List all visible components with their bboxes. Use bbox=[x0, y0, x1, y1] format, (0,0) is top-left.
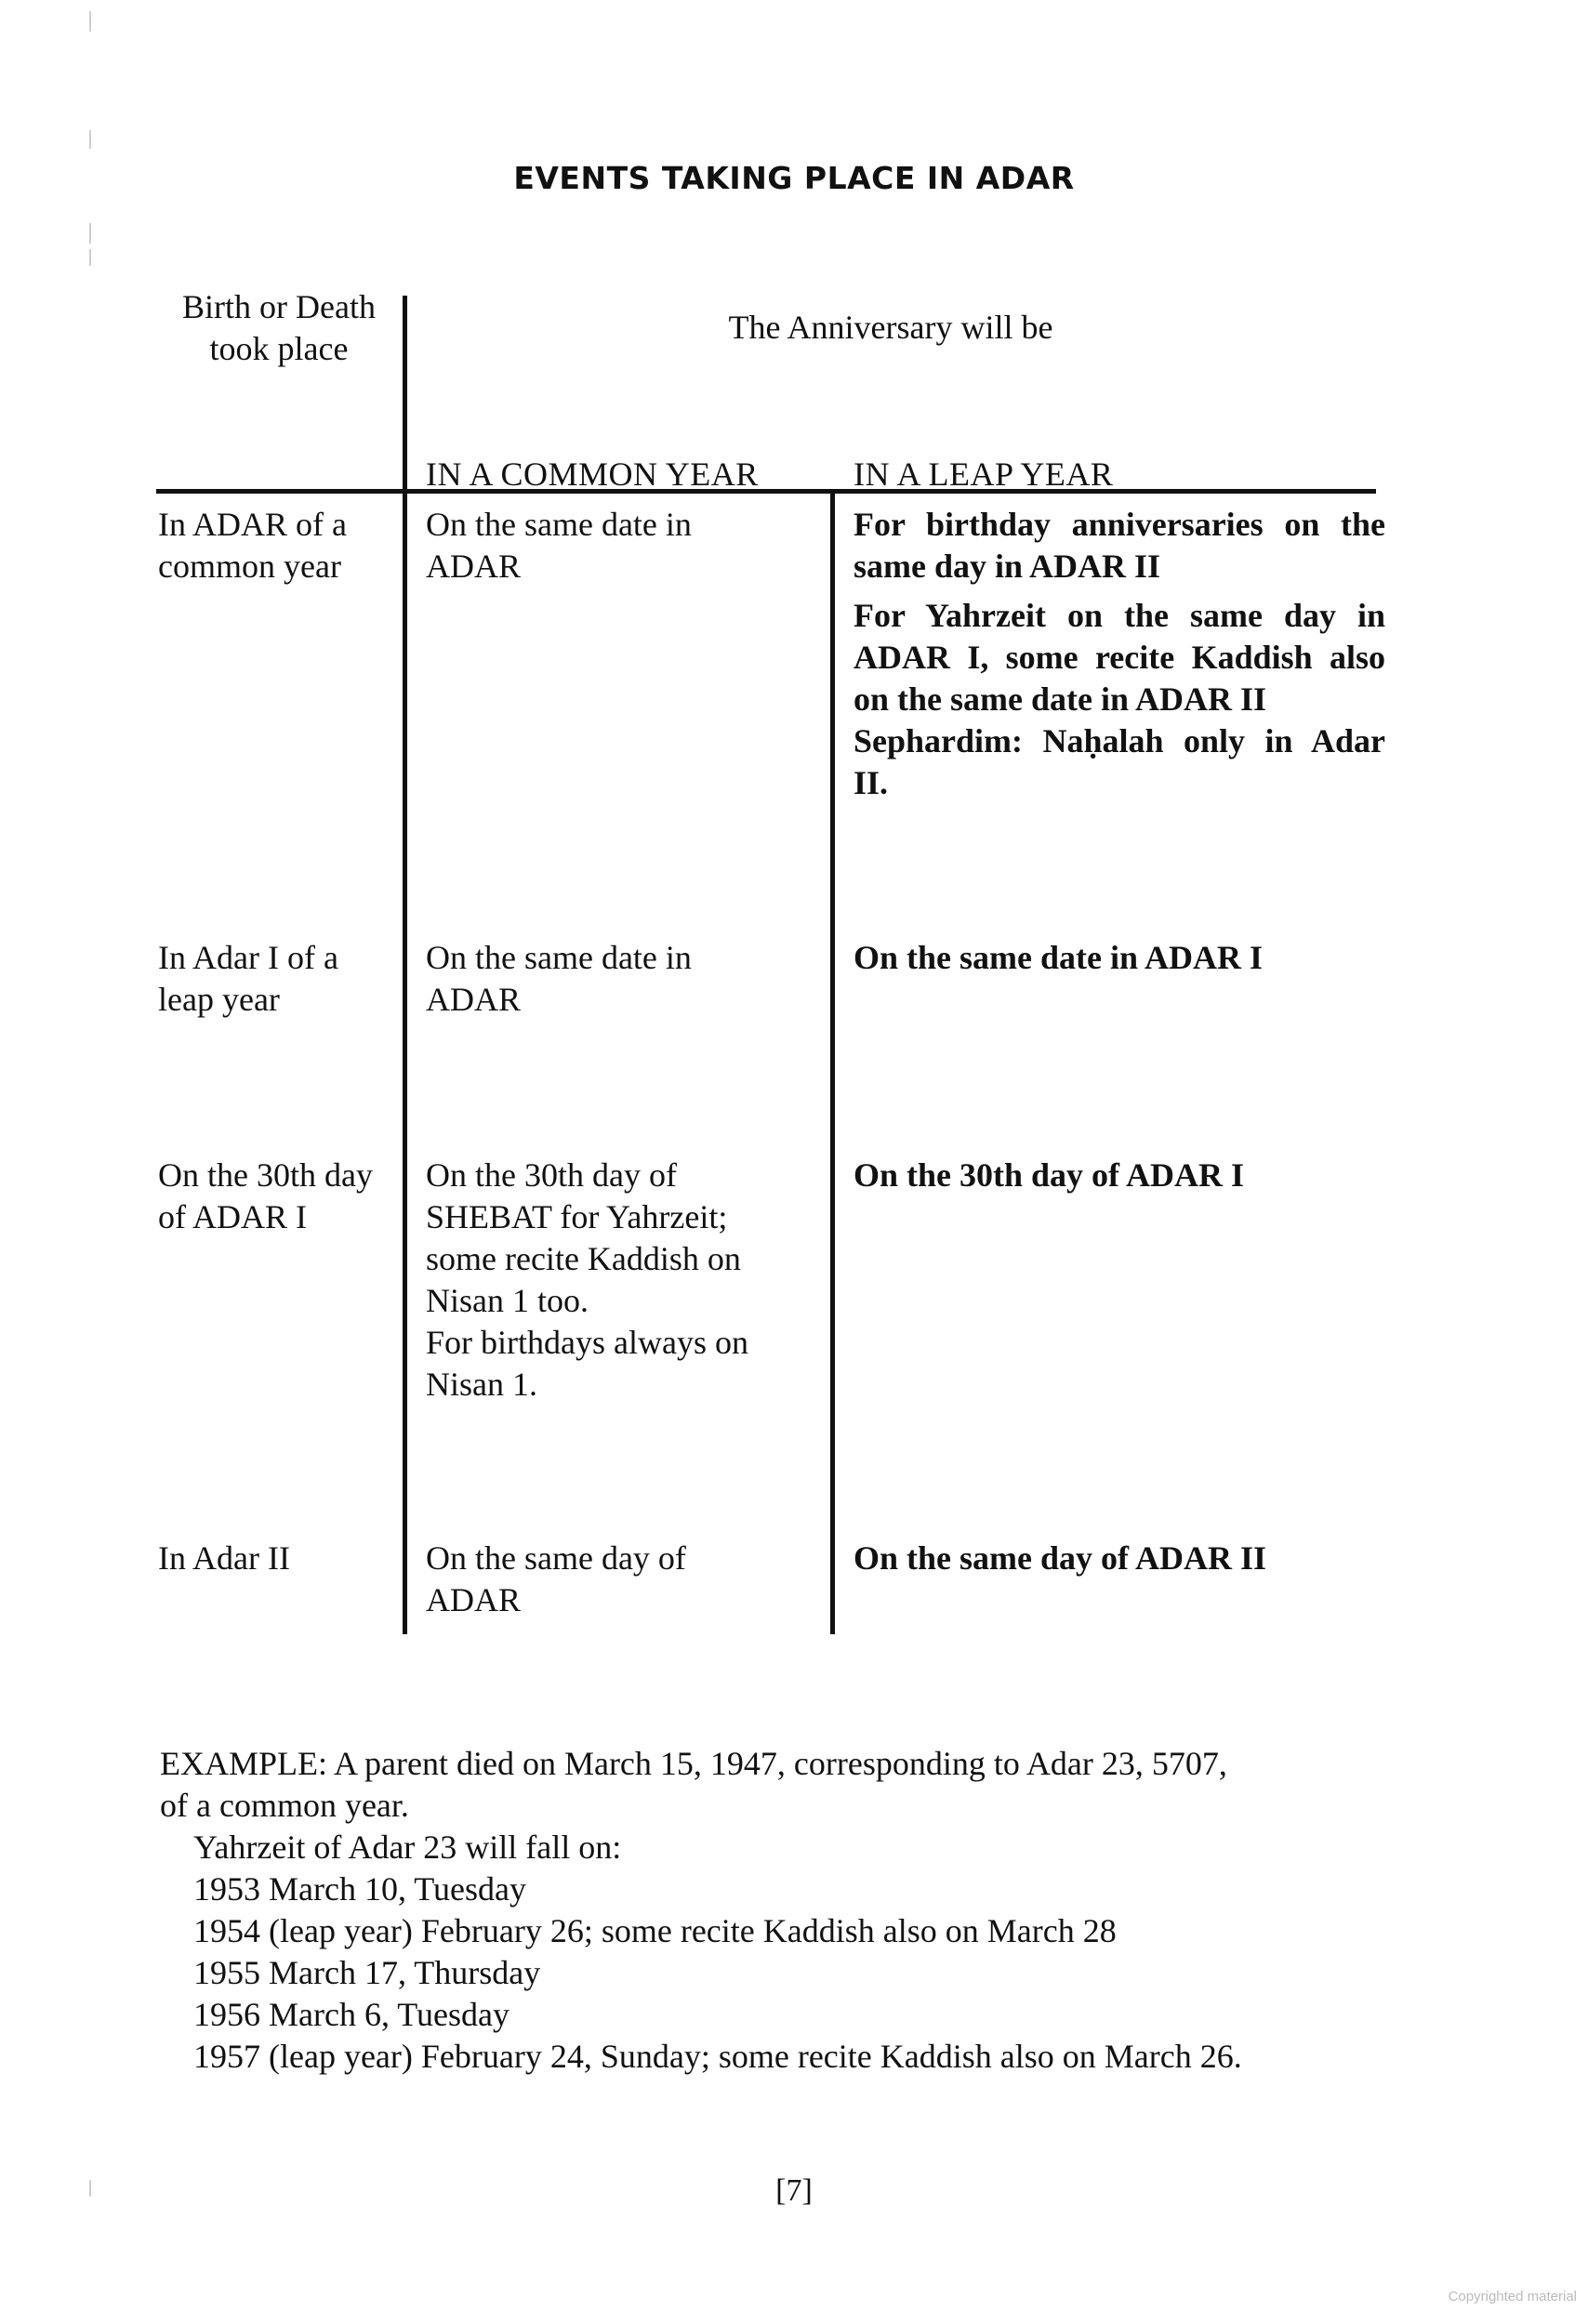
table-header-rule bbox=[156, 489, 1376, 494]
scan-mark bbox=[89, 130, 91, 149]
scan-mark bbox=[89, 11, 91, 32]
scan-mark bbox=[89, 249, 91, 266]
example-paragraph bbox=[160, 1743, 1242, 2078]
example-date: 1956 March 6, Tuesday bbox=[193, 1996, 509, 2033]
row1-common: On the same date in ADAR bbox=[426, 506, 692, 585]
page-title: EVENTS TAKING PLACE IN ADAR bbox=[513, 160, 1075, 196]
header-leap-year: IN A LEAP YEAR bbox=[854, 456, 1114, 493]
example-line: EXAMPLE: A parent died on March 15, 1947, corresponding to Adar 23, 5707, bbox=[160, 1745, 1227, 1782]
row1-leap: For birthday anniversaries on the same day in ADAR II For Yahrzeit on the same day in ADAR I, some recite Kaddish also on the same date in ADAR II Sephardim: Naḥalah only in Adar II. bbox=[854, 506, 1385, 801]
example-date: 1953 March 10, Tuesday bbox=[193, 1870, 526, 1908]
row3-leap: On the 30th day of ADAR I bbox=[854, 1156, 1245, 1194]
header-anniversary: The Anniversary will be bbox=[728, 309, 1053, 346]
example-line: Yahrzeit of Adar 23 will fall on: bbox=[193, 1829, 622, 1866]
row4-event: In Adar II bbox=[158, 1539, 290, 1577]
example-line: of a common year. bbox=[160, 1787, 409, 1824]
example-date: 1955 March 17, Thursday bbox=[193, 1954, 541, 1991]
page-number: [7] bbox=[775, 2173, 813, 2208]
table-divider-col2 bbox=[830, 491, 835, 1634]
row3-event: On the 30th day of ADAR I bbox=[158, 1156, 373, 1235]
row2-event: In Adar I of a leap year bbox=[158, 939, 338, 1018]
row3-common: On the 30th day of SHEBAT for Yahrzeit; some recite Kaddish on Nisan 1 too. For birthdays always on Nisan 1. bbox=[426, 1156, 748, 1403]
row4-leap: On the same day of ADAR II bbox=[854, 1539, 1267, 1577]
header-col1: Birth or Death took place bbox=[182, 288, 376, 367]
header-common-year: IN A COMMON YEAR bbox=[426, 456, 759, 493]
scan-mark bbox=[89, 2180, 91, 2197]
example-date: 1957 (leap year) February 24, Sunday; some recite Kaddish also on March 26. bbox=[193, 2038, 1242, 2075]
row4-common: On the same day of ADAR bbox=[426, 1539, 686, 1618]
scan-mark bbox=[89, 223, 91, 244]
row2-leap: On the same date in ADAR I bbox=[854, 939, 1264, 976]
example-date: 1954 (leap year) February 26; some recite Kaddish also on March 28 bbox=[193, 1912, 1117, 1949]
row2-common: On the same date in ADAR bbox=[426, 939, 692, 1018]
row1-event: In ADAR of a common year bbox=[158, 506, 347, 585]
copyright-notice: Copyrighted material bbox=[1448, 2289, 1577, 2304]
table-divider-col1 bbox=[403, 296, 407, 1634]
